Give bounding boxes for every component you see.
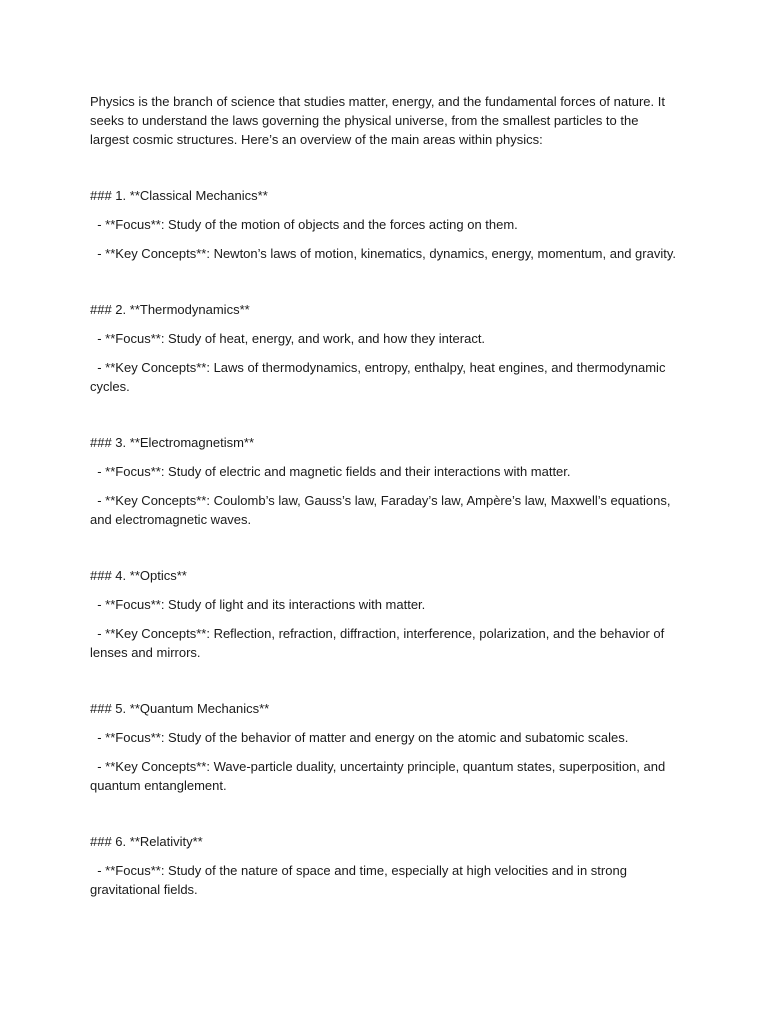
section-classical-mechanics (90, 186, 680, 263)
section-optics (90, 566, 680, 662)
section-relativity (90, 832, 680, 899)
section-heading: ### 5. **Quantum Mechanics** (90, 701, 270, 716)
focus-bullet (90, 329, 680, 348)
focus-text: - **Focus**: Study of electric and magnetic fields and their interactions with matter. (97, 464, 571, 479)
document-body (90, 92, 680, 936)
section-heading: ### 4. **Optics** (90, 568, 187, 583)
focus-text: - **Focus**: Study of light and its interactions with matter. (97, 597, 426, 612)
key-concepts-bullet (90, 624, 680, 662)
focus-bullet (90, 861, 680, 899)
key-concepts-text: - **Key Concepts**: Reflection, refraction, diffraction, interference, polarization, and the behavior of lenses and mirrors. (90, 626, 665, 660)
focus-text: - **Focus**: Study of heat, energy, and work, and how they interact. (97, 331, 486, 346)
key-concepts-text: - **Key Concepts**: Coulomb’s law, Gauss’s law, Faraday’s law, Ampère’s law, Maxwell’s equations, and electromagnetic waves. (90, 493, 671, 527)
section-heading: ### 6. **Relativity** (90, 834, 203, 849)
focus-bullet (90, 462, 680, 481)
key-concepts-text: - **Key Concepts**: Wave-particle duality, uncertainty principle, quantum states, superposition, and quantum entanglement. (90, 759, 666, 793)
focus-bullet (90, 728, 680, 747)
focus-text: - **Focus**: Study of the nature of space and time, especially at high velocities and in strong gravitational fields. (90, 863, 627, 897)
section-thermodynamics (90, 300, 680, 396)
section-quantum-mechanics (90, 699, 680, 795)
key-concepts-text: - **Key Concepts**: Newton’s laws of motion, kinematics, dynamics, energy, momentum, and gravity. (97, 246, 676, 261)
key-concepts-bullet (90, 244, 680, 263)
focus-text: - **Focus**: Study of the motion of objects and the forces acting on them. (97, 217, 518, 232)
key-concepts-bullet (90, 757, 680, 795)
key-concepts-bullet (90, 358, 680, 396)
focus-bullet (90, 595, 680, 614)
section-electromagnetism (90, 433, 680, 529)
focus-text: - **Focus**: Study of the behavior of matter and energy on the atomic and subatomic scales. (97, 730, 629, 745)
key-concepts-bullet (90, 491, 680, 529)
key-concepts-text: - **Key Concepts**: Laws of thermodynamics, entropy, enthalpy, heat engines, and thermodynamic cycles. (90, 360, 666, 394)
section-heading: ### 2. **Thermodynamics** (90, 302, 250, 317)
section-heading: ### 1. **Classical Mechanics** (90, 188, 268, 203)
focus-bullet (90, 215, 680, 234)
intro-paragraph: Physics is the branch of science that studies matter, energy, and the fundamental forces of nature. It seeks to understand the laws governing the physical universe, from the smallest particles to the largest cosmic structures. Here’s an overview of the main areas within physics: (90, 94, 665, 147)
section-heading: ### 3. **Electromagnetism** (90, 435, 255, 450)
